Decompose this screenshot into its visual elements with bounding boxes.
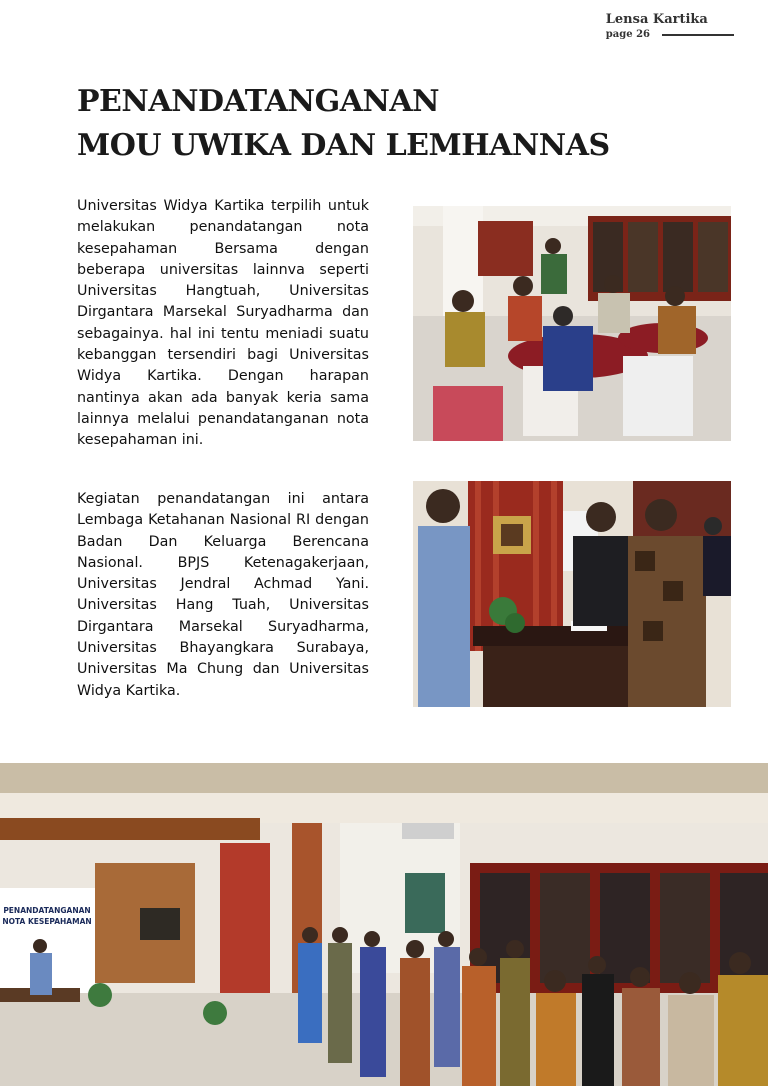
photo-roundtable-meeting (413, 206, 731, 441)
paragraph-1: Universitas Widya Kartika terpilih untuk melakukan penandatangan nota kesepahaman Bersama dengan beberapa universitas lainnva seperti Universitas Hangtuah, Universitas Dirgantara Marsekal Suryadharma dan sebagainya. hal ini tentu meniadi suatu kebanggan tersendiri bagi Universitas Widya Kartika. Dengan harapan nantinya akan ada banyak keria sama lainnya melalui penandatanganan nota kesepahaman ini. (77, 198, 369, 449)
page-header (606, 12, 734, 40)
photo-group (0, 763, 768, 1086)
photo-signing-ceremony (413, 481, 731, 707)
page-number: page 26 (605, 29, 650, 40)
page-number-row (606, 29, 734, 40)
article-title (77, 80, 610, 168)
magazine-name: Lensa Kartika (605, 12, 708, 27)
banner-text-line-1: PENANDATANGANAN (3, 906, 91, 915)
article-title-line-1: PENANDATANGANAN (77, 84, 440, 119)
paragraph-2: Kegiatan penandatangan ini antara Lembaga Ketahanan Nasional RI dengan Badan Dan Keluarga Berencana Nasional. BPJS Ketenagakerjaan, Universitas Jendral Achmad Yani. Universitas Hang Tuah, Universitas Dirgantara Marsekal Suryadharma, Universitas Bhayangkara Surabaya, Universitas Ma Chung dan Universitas Widya Kartika. (77, 491, 369, 699)
banner-text-line-2: NOTA KESEPAHAMAN (2, 917, 92, 926)
header-rule (662, 34, 734, 36)
article-title-line-2: MOU UWIKA DAN LEMHANNAS (77, 128, 610, 163)
